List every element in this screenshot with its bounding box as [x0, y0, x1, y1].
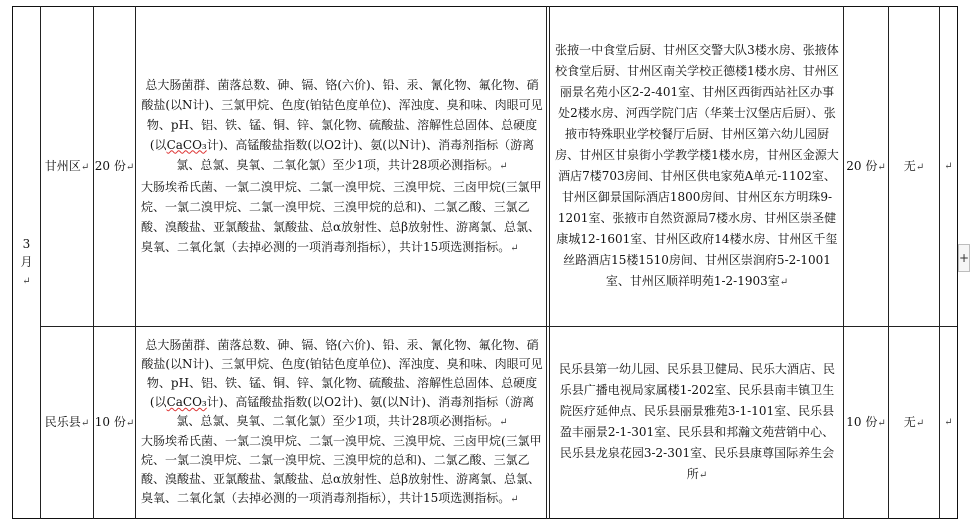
result-cell: 无↵ [903, 414, 925, 429]
col-line [549, 6, 550, 519]
result-value: 无 [903, 414, 916, 429]
col-line [546, 6, 547, 519]
district-cell: 民乐县↵ [44, 414, 90, 429]
result-cell: 无↵ [903, 158, 925, 173]
qualified-count: 20 份 [846, 158, 878, 173]
qualified-count-cell: 10 份↵ [846, 414, 886, 429]
qualified-count: 10 份 [846, 414, 878, 429]
sample-count-cell: 20 份↵ [94, 158, 135, 173]
month-cell [13, 7, 40, 518]
caco3-formula: CaCO₃ [166, 137, 207, 152]
sample-count-cell: 10 份↵ [94, 414, 135, 429]
table-bottom-border [12, 518, 958, 519]
required-indicators: 总大肠菌群、菌落总数、砷、镉、铬(六价)、铅、汞、氰化物、氟化物、硝酸盐(以N计)、三氯甲烷、色度(铂钴色度单位)、浑浊度、臭和味、肉眼可见物、pH、铝、铁、锰、铜、锌、氯化物、硫酸盐、溶解性总固体、总硬度(以CaCO₃计)、高锰酸盐指数(以O2计)、氨(以N计)、消毒剂指标（游离氯、总氯、臭氧、二氧化氯）至少1项，共计28项必测指标。↵ [141, 77, 543, 172]
locations-cell: 张掖一中食堂后厨、甘州区交警大队3楼水房、张掖体校食堂后厨、甘州区南关学校正德楼1楼水房、甘州区丽景名苑小区2-2-401室、甘州区西街西站社区办事处2楼水房、河西学院门店（华莱士汉堡店后厨）、张掖市特殊职业学校餐厅后厨、甘州区第六幼儿园厨房、甘州区甘泉街小学教学楼1楼水房，甘州区金源大酒店7楼703房间、甘州区供电家苑A单元-1102室、甘州区御景国际酒店1800房间、甘州区东方明珠9-1201室、张掖市自然资源局7楼水房、甘州区崇圣健康城12-1601室、甘州区政府14楼水房、甘州区千玺丝路酒店15楼1510房间、甘州区崇润府5-2-1001室、甘州区顺祥明苑1-2-1903室↵ [555, 43, 839, 288]
district-name: 民乐县 [44, 414, 81, 429]
optional-indicators: 大肠埃希氏菌、一氯二溴甲烷、二氯一溴甲烷、三溴甲烷、三卤甲烷(三氯甲烷、一氯二溴甲烷、二氯一溴甲烷、三溴甲烷的总和)、二氯乙酸、三氯乙酸、溴酸盐、亚氯酸盐、氯酸盐、总α放射性、总β放射性、游离氯、总氯、臭氧、二氧化氯（去掉必测的一项消毒剂指标），共计15项选测指标。↵ [141, 434, 542, 505]
optional-indicators: 大肠埃希氏菌、一氯二溴甲烷、二氯一溴甲烷、三溴甲烷、三卤甲烷(三氯甲烷、一氯二溴甲烷、二氯一溴甲烷、三溴甲烷的总和)、二氯乙酸、三氯乙酸、溴酸盐、亚氯酸盐、氯酸盐、总α放射性、总β放射性、游离氯、总氯、臭氧、二氧化氯（去掉必测的一项消毒剂指标），共计15项选测指标。↵ [141, 179, 542, 254]
locations-cell: 民乐县第一幼儿园、民乐县卫健局、民乐大酒店、民乐县广播电视局家属楼1-202室、民乐县南丰镇卫生院医疗延伸点、民乐县丽景雅苑3-1-101室、民乐县盈丰丽景2-1-301室、民乐县和邦瀚文苑营销中心、民乐县龙泉花园3-2-301室、民乐县康尊国际养生会所↵ [558, 362, 835, 481]
indicators-cell [141, 7, 543, 326]
sample-count: 20 份 [94, 158, 126, 173]
sampling-locations: 民乐县第一幼儿园、民乐县卫健局、民乐大酒店、民乐县广播电视局家属楼1-202室、民乐县南丰镇卫生院医疗延伸点、民乐县丽景雅苑3-1-101室、民乐县盈丰丽景2-1-301室、民乐县和邦瀚文苑营销中心、民乐县龙泉花园3-2-301室、民乐县康尊国际养生会所 [558, 362, 835, 481]
col-line [135, 6, 136, 519]
district-cell: 甘州区↵ [44, 158, 90, 173]
result-value: 无 [903, 158, 916, 173]
sampling-locations: 张掖一中食堂后厨、甘州区交警大队3楼水房、张掖体校食堂后厨、甘州区南关学校正德楼1楼水房、甘州区丽景名苑小区2-2-401室、甘州区西街西站社区办事处2楼水房、河西学院门店（华莱士汉堡店后厨）、张掖市特殊职业学校餐厅后厨、甘州区第六幼儿园厨房、甘州区甘泉街小学教学楼1楼水房，甘州区金源大酒店7楼703房间、甘州区供电家苑A单元-1102室、甘州区御景国际酒店1800房间、甘州区东方明珠9-1201室、张掖市自然资源局7楼水房、甘州区崇圣健康城12-1601室、甘州区政府14楼水房、甘州区千玺丝路酒店15楼1510房间、甘州区崇润府5-2-1001室、甘州区顺祥明苑1-2-1903室 [555, 43, 839, 288]
extra-cell: ↵ [944, 416, 953, 428]
district-name: 甘州区 [44, 158, 81, 173]
paragraph-mark: ↵ [22, 275, 31, 287]
caco3-formula: CaCO₃ [166, 395, 207, 409]
month-label: 3月 [20, 236, 33, 269]
qualified-count-cell: 20 份↵ [846, 158, 886, 173]
add-row-button[interactable] [958, 244, 970, 272]
extra-cell: ↵ [944, 160, 953, 172]
indicators-cell [141, 327, 543, 518]
required-indicators: 总大肠菌群、菌落总数、砷、镉、铬(六价)、铅、汞、氰化物、氟化物、硝酸盐(以N计)、三氯甲烷、色度(铂钴色度单位)、浑浊度、臭和味、肉眼可见物、pH、铝、铁、锰、铜、锌、氯化物、硫酸盐、溶解性总固体、总硬度(以CaCO₃计)、高锰酸盐指数(以O2计)、氨(以N计)、消毒剂指标（游离氯、总氯、臭氧、二氧化氯）至少1项，共计28项必测指标。↵ [141, 338, 543, 428]
sample-count: 10 份 [94, 414, 126, 429]
plus-icon: + [958, 251, 970, 265]
